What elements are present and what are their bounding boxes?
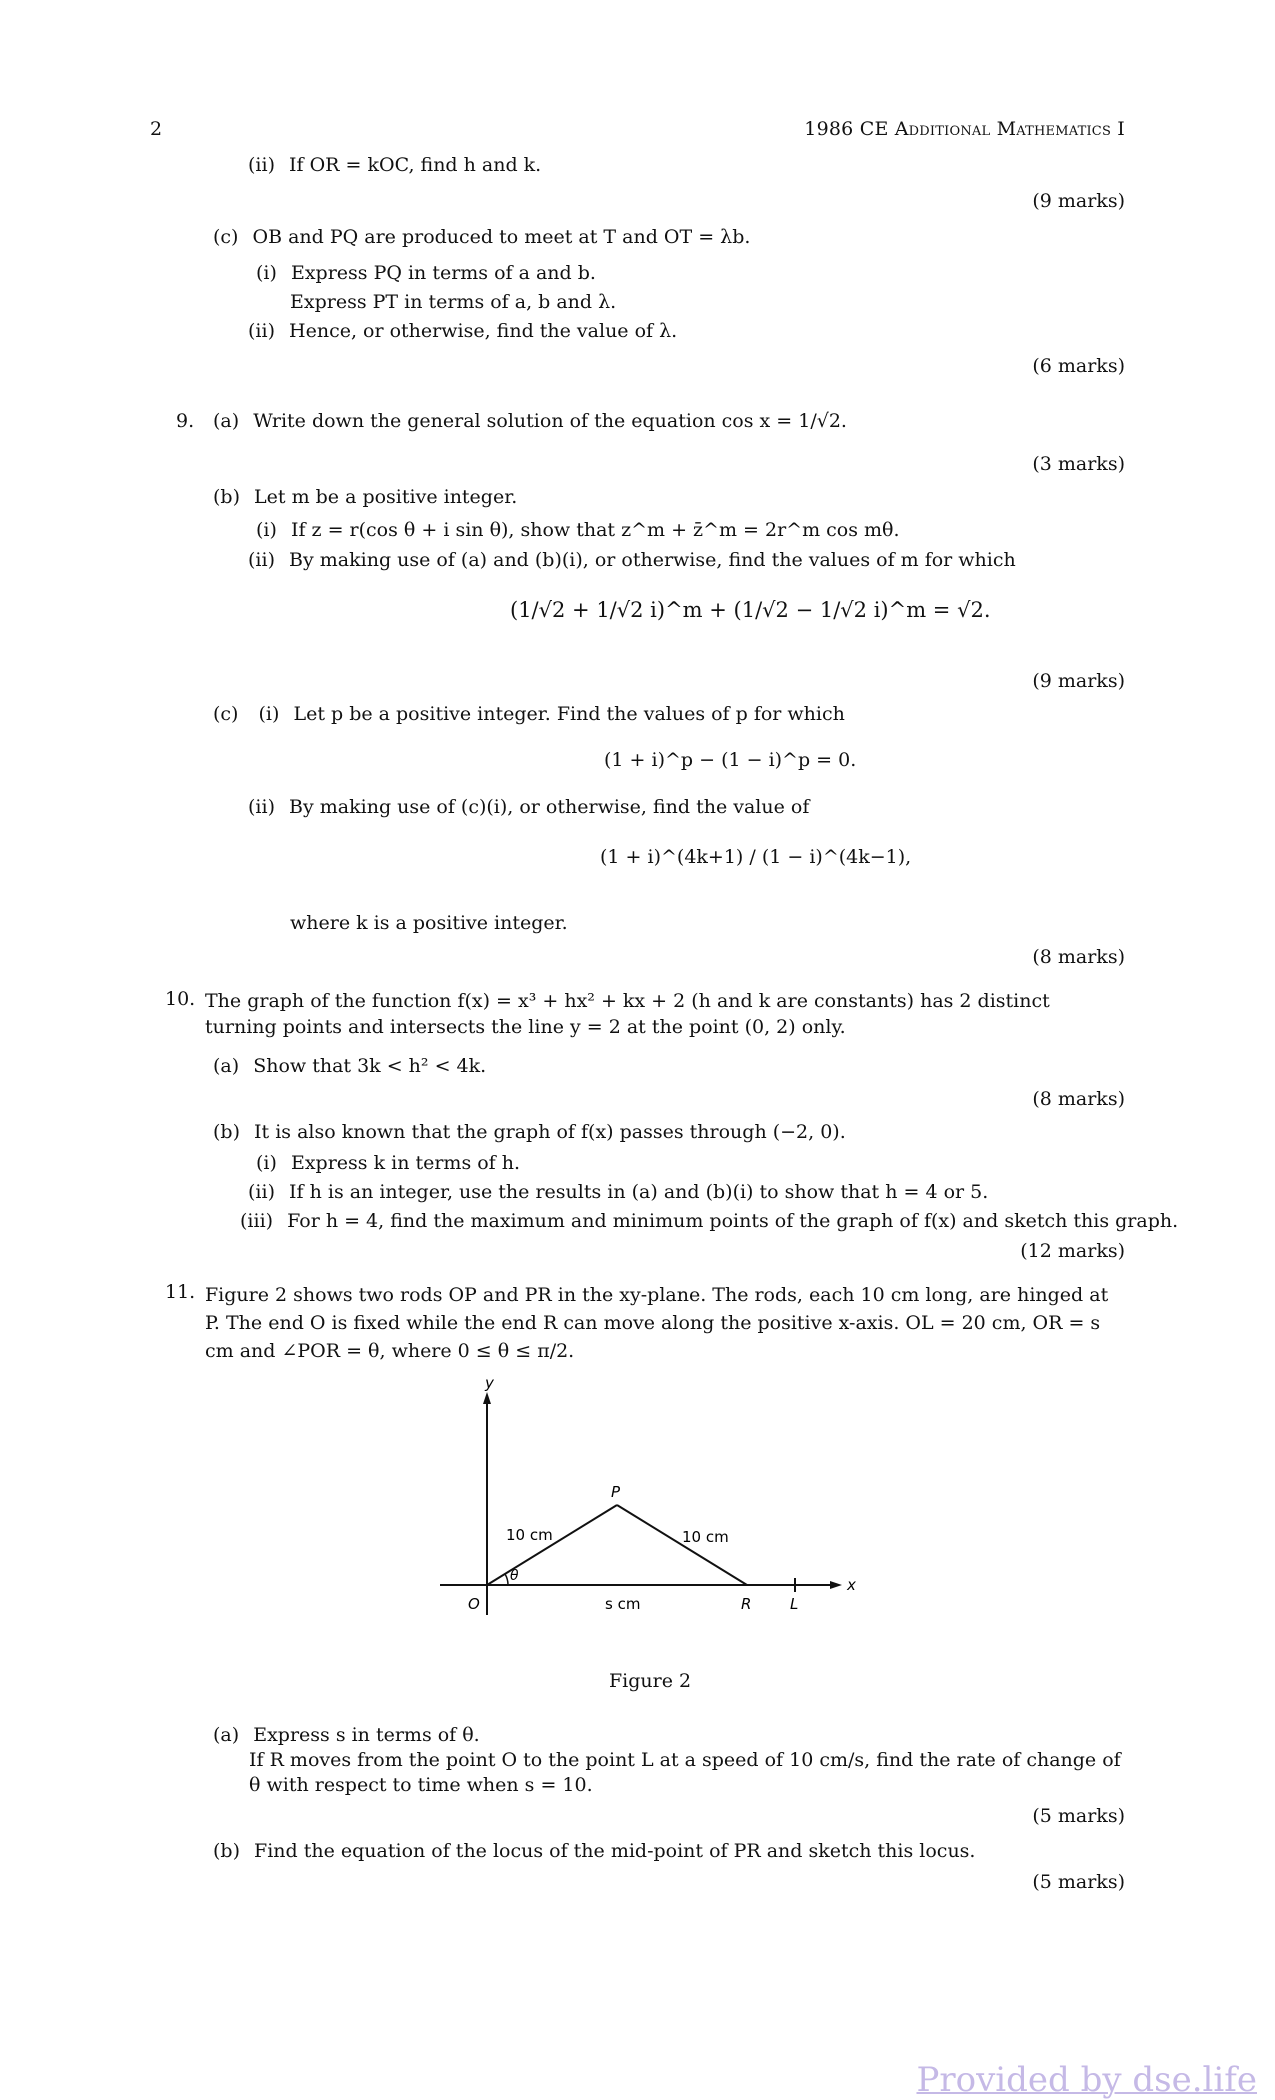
q10-b-label: (b) (213, 1121, 240, 1143)
label-rod-pr: 10 cm (682, 1528, 729, 1546)
q11-intro: Figure 2 shows two rods OP and PR in the xy-plane. The rods, each 10 cm long, are hinged at P. The end O is fixed while the end R can move along the positive x-axis. OL = 20 cm, OR = s cm and ∠POR = θ, where 0 ≤ θ ≤ π/2. (205, 1284, 1109, 1362)
header-title: Additional Mathematics I (894, 118, 1125, 140)
q9-b (213, 486, 517, 508)
q10-b-ii-label: (ii) (248, 1181, 275, 1203)
q9-c-marks: (8 marks) (1032, 946, 1125, 968)
q8-b-ii-label: (ii) (248, 154, 275, 176)
q9-c-ii-text: By making use of (c)(i), or otherwise, find the value of (289, 796, 810, 818)
q8-c-text: OB and PQ are produced to meet at T and OT = λb. (252, 226, 751, 248)
q8-c-i-line2: Express PT in terms of a, b and λ. (290, 291, 617, 313)
q8-c-marks: (6 marks) (1032, 355, 1125, 377)
q10-a-text: Show that 3k < h² < 4k. (253, 1055, 487, 1077)
q11-b-text: Find the equation of the locus of the mid-point of PR and sketch this locus. (254, 1840, 976, 1862)
q10-b-marks: (12 marks) (1020, 1240, 1125, 1262)
q11-number: 11. (165, 1281, 196, 1303)
q11-a-line2: If R moves from the point O to the point L at a speed of 10 cm/s, find the rate of change of θ with respect to time when s = 10. (249, 1749, 1121, 1796)
q11-b (213, 1840, 975, 1862)
label-p: P (611, 1483, 621, 1501)
q9-b-ii-equation: (1/√2 + 1/√2 i)^m + (1/√2 − 1/√2 i)^m = √2. (510, 598, 991, 622)
q9-b-ii-text: By making use of (a) and (b)(i), or otherwise, find the values of m for which (289, 549, 1016, 571)
q9-a-marks: (3 marks) (1032, 453, 1125, 475)
q10-a-marks: (8 marks) (1032, 1088, 1125, 1110)
x-axis-label: x (847, 1576, 856, 1594)
label-o: O (468, 1595, 480, 1613)
q10-b-iii (240, 1210, 1178, 1232)
q9-b-ii (248, 549, 1016, 571)
q10-b-i-text: Express k in terms of h. (290, 1152, 521, 1174)
header-year: 1986 (804, 118, 854, 140)
rod-op (487, 1505, 617, 1585)
label-theta: θ (510, 1568, 519, 1584)
q11-a-marks: (5 marks) (1032, 1805, 1125, 1827)
q8-b-ii-text: If OR = kOC, find h and k. (289, 154, 542, 176)
q11-b-marks: (5 marks) (1032, 1871, 1125, 1893)
q9-c-i-equation: (1 + i)^p − (1 − i)^p = 0. (604, 749, 857, 771)
q11-a-label: (a) (213, 1724, 240, 1746)
q9-a-text: Write down the general solution of the equation cos x = 1/√2. (253, 410, 847, 432)
q10-a (213, 1055, 486, 1077)
q10-b-iii-text: For h = 4, find the maximum and minimum points of the graph of f(x) and sketch this graph. (287, 1210, 1179, 1232)
q8-c-ii-text: Hence, or otherwise, find the value of λ. (289, 320, 678, 342)
y-axis-arrow (483, 1392, 491, 1404)
q9-b-text: Let m be a positive integer. (254, 486, 518, 508)
q10-b-text: It is also known that the graph of f(x) passes through (−2, 0). (254, 1121, 846, 1143)
q8-c-i-line1: Express PQ in terms of a and b. (290, 262, 596, 284)
q11-a-line1: Express s in terms of θ. (253, 1724, 480, 1746)
q9-c (213, 703, 845, 725)
q8-c (213, 226, 750, 248)
y-axis-label: y (485, 1374, 494, 1392)
q9-c-label: (c) (213, 703, 239, 725)
page-number: 2 (150, 118, 163, 140)
x-axis-arrow (830, 1581, 842, 1589)
q10-intro: The graph of the function f(x) = x³ + hx² + kx + 2 (h and k are constants) has 2 distinct turning points and intersects the line y = 2 at the point (0, 2) only. (205, 990, 1050, 1038)
q8-c-label: (c) (213, 226, 239, 248)
q9-b-ii-label: (ii) (248, 549, 275, 571)
theta-arc (505, 1574, 508, 1585)
q10-b-i (256, 1152, 520, 1174)
q8-c-ii-label: (ii) (248, 320, 275, 342)
q10-b-ii (248, 1181, 988, 1203)
q9-b-i-label: (i) (256, 519, 277, 541)
q10-b-iii-label: (iii) (240, 1210, 274, 1232)
q9-c-ii-where: where k is a positive integer. (290, 912, 568, 934)
q10-b-i-label: (i) (256, 1152, 277, 1174)
q10-number: 10. (165, 988, 196, 1010)
q10-b (213, 1121, 846, 1143)
q10-a-label: (a) (213, 1055, 240, 1077)
header-ce: CE (859, 118, 889, 140)
q9-b-i (256, 519, 900, 541)
footer-credit[interactable]: Provided by dse.life (916, 2060, 1257, 2100)
page-header (804, 118, 1125, 140)
label-r: R (741, 1595, 752, 1613)
figure-2-caption: Figure 2 (609, 1670, 692, 1692)
q9-number: 9. (176, 410, 195, 432)
q9-c-ii (248, 796, 809, 818)
q9-c-ii-expression: (1 + i)^(4k+1) / (1 − i)^(4k−1), (600, 846, 912, 868)
q9-c-i-label: (i) (258, 703, 280, 725)
q9-c-ii-label: (ii) (248, 796, 275, 818)
q11-b-label: (b) (213, 1840, 240, 1862)
q8-b-marks: (9 marks) (1032, 190, 1125, 212)
q9-b-label: (b) (213, 486, 240, 508)
q8-c-i-label: (i) (256, 262, 277, 284)
q9-b-i-text: If z = r(cos θ + i sin θ), show that z^m + z̄^m = 2r^m cos mθ. (290, 519, 900, 541)
q11-a (213, 1724, 480, 1746)
q8-b-ii (248, 154, 541, 176)
label-base: s cm (605, 1595, 641, 1613)
q9-a-label: (a) (213, 410, 240, 432)
q9-b-marks: (9 marks) (1032, 670, 1125, 692)
label-rod-op: 10 cm (506, 1526, 553, 1544)
q8-c-i (256, 262, 596, 284)
figure-2 (430, 1374, 870, 1645)
q9-a (213, 410, 847, 432)
q9-c-i-text: Let p be a positive integer. Find the values of p for which (293, 703, 845, 725)
q10-b-ii-text: If h is an integer, use the results in (a) and (b)(i) to show that h = 4 or 5. (289, 1181, 989, 1203)
label-l: L (790, 1595, 799, 1613)
q8-c-ii (248, 320, 677, 342)
